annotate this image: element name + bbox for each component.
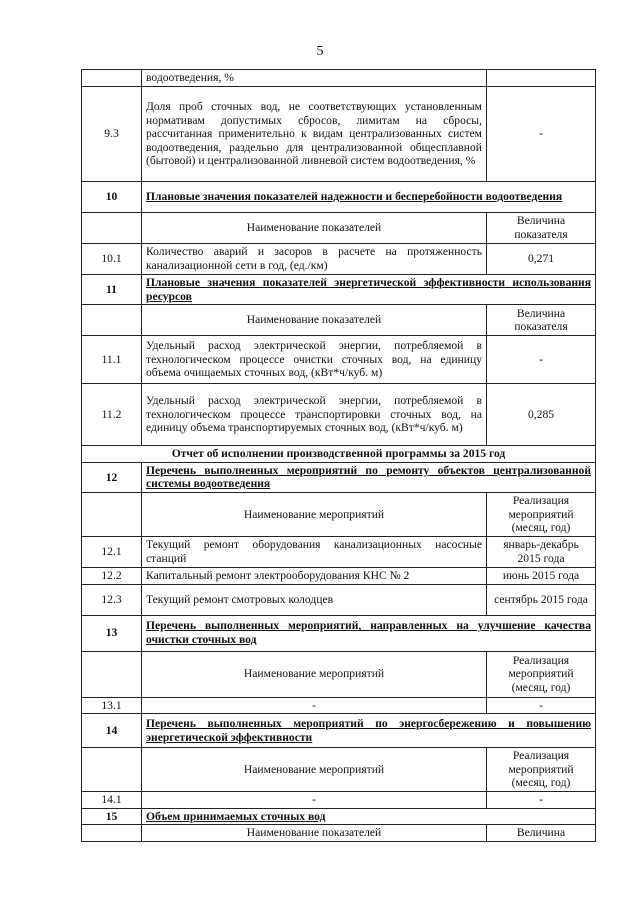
column-header-row bbox=[82, 213, 596, 244]
table-row bbox=[82, 536, 596, 567]
table-row bbox=[82, 384, 596, 446]
table-row bbox=[82, 584, 596, 615]
column-header-name: Наименование мероприятий bbox=[142, 651, 487, 697]
row-value: сентябрь 2015 года bbox=[487, 584, 596, 615]
section-title bbox=[142, 462, 596, 492]
row-text: Капитальный ремонт электрооборудования КНС № 2 bbox=[142, 567, 487, 584]
column-header-row bbox=[82, 748, 596, 792]
column-header-value: Величина показателя bbox=[487, 305, 596, 336]
row-number: 11.2 bbox=[82, 384, 142, 446]
column-header-value: Реализация мероприятий (месяц, год) bbox=[487, 748, 596, 792]
row-value bbox=[487, 70, 596, 87]
row-number: 12.3 bbox=[82, 584, 142, 615]
section-number: 10 bbox=[82, 182, 142, 213]
section-title bbox=[142, 182, 596, 213]
column-header-name: Наименование показателей bbox=[142, 825, 487, 842]
section-row bbox=[82, 462, 596, 492]
column-header-value: Величина показателя bbox=[487, 213, 596, 244]
table-row bbox=[82, 87, 596, 182]
row-text: Текущий ремонт оборудования канализационных насосные станций bbox=[142, 536, 487, 567]
section-row bbox=[82, 182, 596, 213]
empty-cell bbox=[82, 651, 142, 697]
column-header-row bbox=[82, 825, 596, 842]
column-header-row bbox=[82, 305, 596, 336]
row-number bbox=[82, 70, 142, 87]
row-text: - bbox=[142, 697, 487, 714]
row-text: Удельный расход электрической энергии, потребляемой в технологическом процессе транспортировки сточных вод, на единицу объема транспортируемых сточных вод, (кВт*ч/куб. м) bbox=[142, 384, 487, 446]
row-text: Количество аварий и засоров в расчете на протяженность канализационной сети в год, (ед./км) bbox=[142, 244, 487, 275]
row-text: - bbox=[142, 792, 487, 809]
empty-cell bbox=[82, 492, 142, 536]
section-number: 11 bbox=[82, 275, 142, 305]
row-text: Доля проб сточных вод, не соответствующих установленным нормативам допустимых сбросов, лимитам на сбросы, рассчитанная применительно к видам централизованных систем водоотведения, раздельно для централизованной общесплавной (бытовой) и централизованной ливневой систем водоотведения, % bbox=[142, 87, 487, 182]
row-value: - bbox=[487, 87, 596, 182]
section-title bbox=[142, 714, 596, 748]
column-header-name: Наименование показателей bbox=[142, 213, 487, 244]
row-text: Удельный расход электрической энергии, потребляемой в технологическом процессе очистки сточных вод, на единицу объема очищаемых сточных вод, (кВт*ч/куб. м) bbox=[142, 336, 487, 384]
column-header-name: Наименование мероприятий bbox=[142, 748, 487, 792]
section-title-text: Перечень выполненных мероприятий по ремонту объектов централизованной системы водоотведения bbox=[146, 463, 591, 491]
row-number: 12.2 bbox=[82, 567, 142, 584]
column-header-name: Наименование показателей bbox=[142, 305, 487, 336]
section-title-text: Плановые значения показателей надежности и бесперебойности водоотведения bbox=[146, 190, 563, 204]
page-number: 5 bbox=[316, 44, 324, 59]
section-number: 13 bbox=[82, 615, 142, 651]
report-title: Отчет об исполнении производственной программы за 2015 год bbox=[82, 446, 596, 463]
column-header-name: Наименование мероприятий bbox=[142, 492, 487, 536]
section-row bbox=[82, 714, 596, 748]
row-value: - bbox=[487, 697, 596, 714]
row-number: 13.1 bbox=[82, 697, 142, 714]
section-number: 12 bbox=[82, 462, 142, 492]
section-title bbox=[142, 615, 596, 651]
table-row bbox=[82, 244, 596, 275]
section-row bbox=[82, 275, 596, 305]
section-number: 14 bbox=[82, 714, 142, 748]
row-number: 9.3 bbox=[82, 87, 142, 182]
program-table bbox=[81, 69, 596, 842]
row-value: июнь 2015 года bbox=[487, 567, 596, 584]
section-title bbox=[142, 275, 596, 305]
row-value: - bbox=[487, 792, 596, 809]
program-table-body bbox=[82, 70, 596, 842]
table-row bbox=[82, 697, 596, 714]
empty-cell bbox=[82, 305, 142, 336]
row-number: 10.1 bbox=[82, 244, 142, 275]
row-number: 11.1 bbox=[82, 336, 142, 384]
row-text: водоотведения, % bbox=[142, 70, 487, 87]
section-title bbox=[142, 808, 596, 825]
table-row bbox=[82, 336, 596, 384]
table-row bbox=[82, 792, 596, 809]
empty-cell bbox=[82, 825, 142, 842]
section-title-text: Плановые значения показателей энергетической эффективности использования ресурсов bbox=[146, 276, 591, 303]
column-header-row bbox=[82, 492, 596, 536]
empty-cell bbox=[82, 748, 142, 792]
empty-cell bbox=[82, 213, 142, 244]
column-header-value: Реализация мероприятий (месяц, год) bbox=[487, 492, 596, 536]
report-title-row bbox=[82, 446, 596, 463]
row-value: - bbox=[487, 336, 596, 384]
column-header-row bbox=[82, 651, 596, 697]
column-header-value: Реализация мероприятий (месяц, год) bbox=[487, 651, 596, 697]
row-text: Текущий ремонт смотровых колодцев bbox=[142, 584, 487, 615]
section-row bbox=[82, 615, 596, 651]
row-value: 0,271 bbox=[487, 244, 596, 275]
section-number: 15 bbox=[82, 808, 142, 825]
row-number: 12.1 bbox=[82, 536, 142, 567]
table-row bbox=[82, 567, 596, 584]
section-title-text: Перечень выполненных мероприятий, направленных на улучшение качества очистки сточных вод bbox=[146, 619, 591, 647]
row-value: 0,285 bbox=[487, 384, 596, 446]
section-title-text: Перечень выполненных мероприятий по энергосбережению и повышению энергетической эффективности bbox=[146, 717, 591, 744]
table-row bbox=[82, 70, 596, 87]
row-number: 14.1 bbox=[82, 792, 142, 809]
section-row bbox=[82, 808, 596, 825]
row-value: январь-декабрь 2015 года bbox=[487, 536, 596, 567]
column-header-value: Величина bbox=[487, 825, 596, 842]
section-title-text: Объем принимаемых сточных вод bbox=[146, 809, 326, 823]
